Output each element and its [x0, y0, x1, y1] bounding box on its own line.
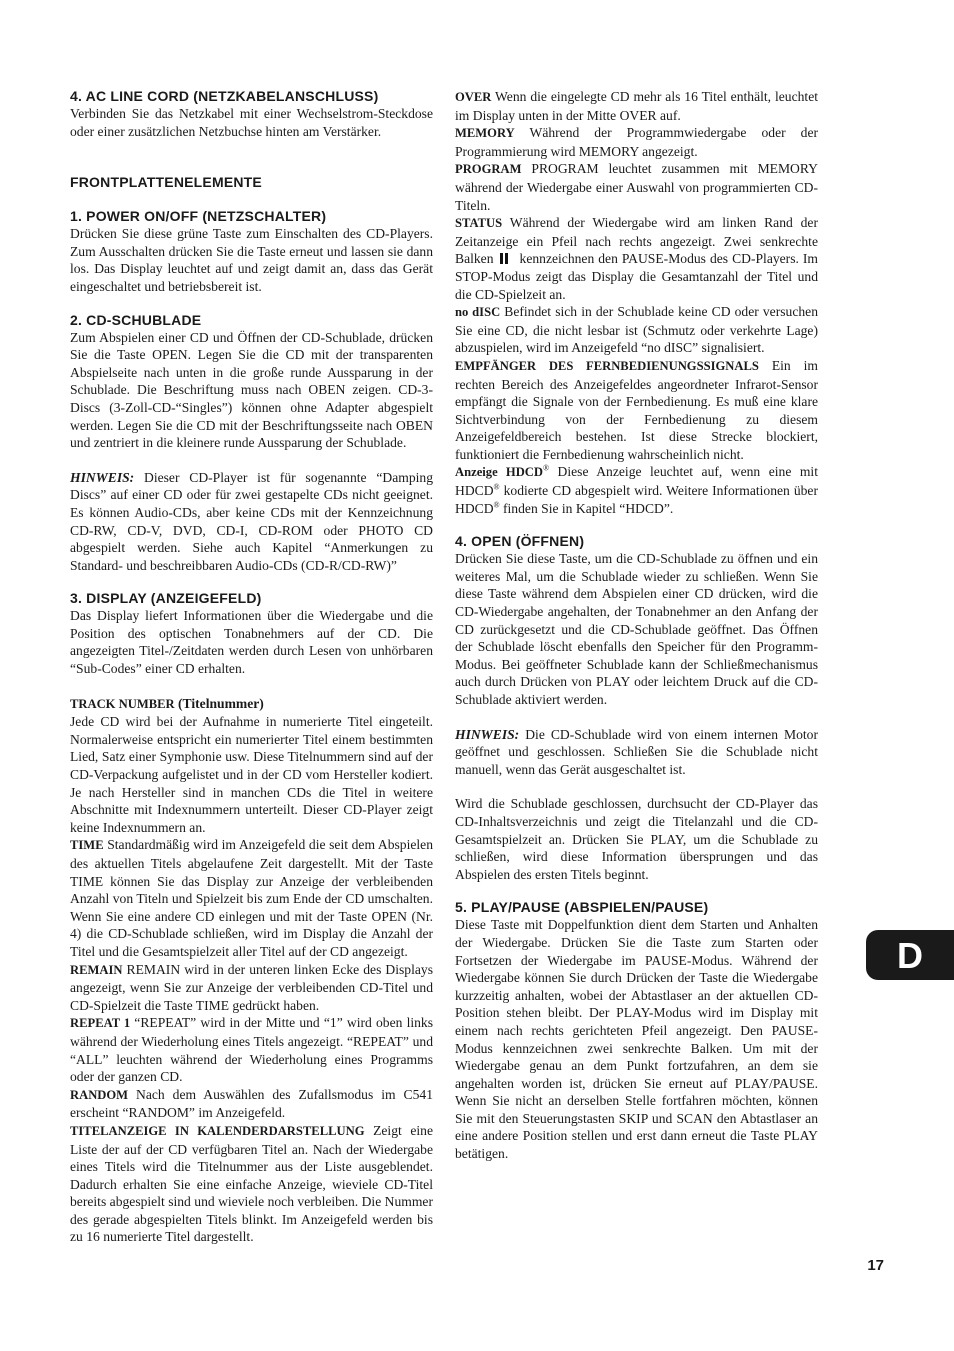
- status-label: STATUS: [455, 216, 503, 231]
- pause-icon: [500, 253, 508, 264]
- no-disc-label: no dISC: [455, 305, 501, 320]
- display-text: Das Display liefert Informationen über die Wiedergabe und die Position des optischen Tonabnehmers auf der CD. Die angezeigten Titel-/Zeitdaten werden durch Lesen von unhörbaren “Sub-Codes” einer CD erhalten.: [70, 608, 433, 677]
- note-text: Dieser CD-Player ist für sogenannte “Damping Discs” auf einer CD oder für zwei gestapelte CDs nicht geeignet. Es können Audio-CDs, aber keine CDs mit der Kennzeichnung CD-RW, CD-V, DVD, CD-I, CD-ROM oder PHOTO CD abgespielt werden. Siehe auch Kapitel “Anmerkungen zu Standard- und beschreibbaren Audio-CDs (CD-R/CD-RW)”: [70, 469, 433, 573]
- open-text: Drücken Sie diese Taste, um die CD-Schublade zu öffnen und ein weiteres Mal, um die Schublade wieder zu schließen. Wenn Sie diese Taste während dem Abspielen einer CD drücken, wird die CD-Wiedergabe angehalten, der Tonabnehmer an den Anfang der CD zurückgesetzt und die CD-Schublade geöffnet. Das Öffnen der Schublade löscht ebenfalls den Speicher für den Programm-Modus. Bei geöffneter Schublade kann der Schließmechanismus auch durch Drücken von PLAY oder leichtem Druck auf die CD-Schublade aktiviert werden.: [455, 551, 818, 707]
- note-label: HINWEIS:: [70, 469, 135, 485]
- power-text: Drücken Sie diese grüne Taste zum Einschalten des CD-Players. Zum Ausschalten drücken Sie die Taste erneut und lassen sie dann los. Das Display leuchtet auf und zeigt damit an, dass das Gerät eingeschaltet und betriebsbereit ist.: [70, 226, 433, 294]
- memory-text: Während der Programmwiedergabe oder der Programmierung wird MEMORY angezeigt.: [455, 125, 818, 159]
- note-label: HINWEIS:: [455, 726, 520, 742]
- memory-entry: [455, 124, 818, 160]
- time-entry: [70, 836, 433, 960]
- ac-line-cord-heading: 4. AC LINE CORD (NETZKABELANSCHLUSS): [70, 88, 379, 104]
- cd-tray-text: Zum Abspielen einer CD und Öffnen der CD-Schublade, drücken Sie die Taste OPEN. Legen Sie die CD mit der transparenten Abspielseite nach unten in die große runde Aussparung in der Schublade. Die Beschriftung muss nach OBEN zeigen. CD-3-Discs (3-Zoll-CD-“Singles”) können ohne Adapter abgespielt werden. Legen Sie die CD mit der Beschriftungsseite nach OBEN und zentriert in die kleinere runde Aussparung der Schublade.: [70, 329, 433, 451]
- repeat-label: REPEAT 1: [70, 1016, 131, 1031]
- remain-text: REMAIN wird in der unteren linken Ecke des Displays angezeigt, wenn Sie zur Anzeige der verbleibenden CD-Titel und CD-Spielzeit die Taste TIME gedrückt haben.: [70, 961, 433, 1013]
- over-entry: [455, 88, 818, 124]
- power-heading: 1. POWER ON/OFF (NETZSCHALTER): [70, 208, 327, 225]
- over-label: OVER: [455, 90, 492, 104]
- status-text-2: kennzeichnen den PAUSE-Modus des CD-Players. Im STOP-Modus zeigt das Display die Gesamtanzahl der Titel und die CD-Spielzeit an.: [455, 251, 818, 302]
- left-column: [70, 88, 433, 1246]
- remain-label: REMAIN: [70, 962, 123, 977]
- remain-entry: [70, 961, 433, 1015]
- hdcd-entry: [455, 463, 818, 517]
- cd-tray-note: [70, 469, 433, 575]
- random-text: Nach dem Auswählen des Zufallsmodus im C541 erscheint “RANDOM” im Anzeigefeld.: [70, 1086, 433, 1121]
- registered-mark: ®: [493, 482, 500, 492]
- note-text: Die CD-Schublade wird von einem internen Motor geöffnet und geschlossen. Schließen Sie die Schublade nicht manuell, wenn das Gerät ausgeschaltet ist.: [455, 726, 818, 777]
- ir-sensor-text: Ein im rechten Bereich des Anzeigefeldes angeordneter Infrarot-Sensor empfängt die Signale von der Fernbedienung. Es muß eine klare Sichtverbindung von der Fernbedienung zu diesem Anzeigefeldbereich bestehen. Ist diese Strecke blockiert, funktioniert die Fernbedienung wahrscheinlich nicht.: [455, 357, 818, 462]
- random-label: RANDOM: [70, 1087, 129, 1102]
- time-label: TIME: [70, 838, 104, 853]
- track-number-text: Jede CD wird bei der Aufnahme in numerierte Titel eingeteilt. Normalerweise entspricht ein numerierter Titel einem bestimmten Lied, Satz einer Symphonie usw. Diese Titelnummern sind auf der CD-Verpackung aufgelistet und in der CD vom Hersteller kodiert. Je nach Hersteller sind in manchen CDs die Titel in weitere Abschnitte mit Indexnummern unterteilt. Dieser CD-Player zeigt keine Indexnummern an.: [70, 714, 433, 835]
- time-text: Standardmäßig wird im Anzeigefeld die seit dem Abspielen des aktuellen Titels abgelaufene Zeit dargestellt. Mit der Taste TIME können Sie das Display zur Anzeige der verbleibenden Anzahl von Titeln und Spielzeit bis zum Ende der CD umschalten. Wenn Sie eine andere CD einlegen und mit der Taste OPEN (Nr. 4) die CD-Schublade schließen, wird im Display die Anzahl der Titel und die Gesamtspielzeit aller Titel auf der CD angezeigt.: [70, 837, 433, 959]
- page-number: 17: [867, 1257, 884, 1274]
- play-pause-heading: 5. PLAY/PAUSE (ABSPIELEN/PAUSE): [455, 899, 709, 916]
- no-disc-text: Befindet sich in der Schublade keine CD oder versuchen Sie eine CD, die nicht lesbar ist (Schmutz oder verkehrte Lage) abzuspielen, wird im Anzeigefeld “no dISC” signalisiert.: [455, 304, 818, 356]
- program-text: PROGRAM leuchtet zusammen mit MEMORY während der Wiedergabe einer Auswahl von programmierten CD-Titeln.: [455, 161, 818, 213]
- display-heading: 3. DISPLAY (ANZEIGEFELD): [70, 590, 262, 607]
- cd-tray-heading: 2. CD-SCHUBLADE: [70, 311, 202, 328]
- open-text-2: Wird die Schublade geschlossen, durchsucht der CD-Player das CD-Inhaltsverzeichnis und zeigt die Titelanzahl und die CD-Gesamtspielzeit an. Drücken Sie PLAY, um die Schublade zu schließen, wird diese Information übersprungen und das Abspielen des ersten Titels beginnt.: [455, 796, 818, 882]
- calendar-entry: [70, 1122, 433, 1246]
- repeat-entry: [70, 1014, 433, 1085]
- ir-sensor-entry: [455, 357, 818, 464]
- ac-line-cord-text: Verbinden Sie das Netzkabel mit einer Wechselstrom-Steckdose oder einer zusätzlichen Netzbuchse hinten am Verstärker.: [70, 106, 433, 139]
- right-column: [455, 88, 818, 1163]
- repeat-text: “REPEAT” wird in der Mitte und “1” wird oben links während der Wiederholung eines Titels angezeigt. “REPEAT” und “ALL” leuchten während der Wiederholung eines Programms oder der ganzen CD.: [70, 1015, 434, 1085]
- section-tab-letter: D: [897, 935, 923, 976]
- play-pause-text: Diese Taste mit Doppelfunktion dient dem Starten und Anhalten der Wiedergabe. Drücken Sie die Taste zum Starten oder Fortsetzen der Wiedergabe im PAUSE-Modus. Während der Wiedergabe können Sie durch Drücken der Taste die Wiedergabe kurzzeitig anhalten, wobei der Abtastlaser an der aktuellen CD-Position stehen bleibt. Der PLAY-Modus wird im Display mit einem nach rechts gerichteten Pfeil angezeigt. Den PAUSE-Modus kennzeichnen zwei senkrechte Balken. Um mit der Wiedergabe genau an dem Punkt fortzufahren, an dem sie angehalten worden ist, drücken Sie erneut auf PLAY/PAUSE. Wenn Sie nicht an derselben Stelle fortfahren möchten, können Sie mit den Steuerungstasten SKIP und SCAN den Abtastlaser an eine andere Position stellen und erst dann erneut die Taste PLAY betätigen.: [455, 917, 818, 1162]
- track-number-label-suffix: (Titelnummer): [174, 695, 264, 711]
- hdcd-text-3: finden Sie in Kapitel “HDCD”.: [499, 500, 674, 516]
- track-number-heading: [70, 695, 433, 714]
- registered-mark: ®: [493, 500, 500, 510]
- hdcd-text-2: kodierte CD abgespielt wird. Weitere Informationen über HDCD: [455, 483, 818, 516]
- program-label: PROGRAM: [455, 162, 522, 177]
- random-entry: [70, 1086, 433, 1122]
- hdcd-label: Anzeige HDCD: [455, 465, 543, 480]
- no-disc-entry: [455, 303, 818, 357]
- hdcd-text-1: Diese Anzeige leuchtet auf, wenn eine mit HDCD: [455, 464, 818, 499]
- track-number-label: TRACK NUMBER: [70, 696, 175, 711]
- front-panel-heading: FRONTPLATTENELEMENTE: [70, 174, 262, 191]
- calendar-text: Zeigt eine Liste der auf der CD verfügbaren Titel an. Nach der Wiedergabe eines Titels wird die Titelnummer aus der Liste ausgeblendet. Dadurch erhalten Sie eine einfache Anzeige, wieviele CD-Titel bereits abgespielt sind und wieviele noch verbleiben. Die Nummer des gerade abgespielten Titels blinkt. Im Anzeigefeld werden bis zu 16 numerierte Titel dargestellt.: [70, 1122, 433, 1245]
- status-text-1: Während der Wiedergabe wird am linken Rand der Zeitanzeige ein Pfeil nach rechts angezeigt. Zwei senkrechte Balken: [455, 215, 818, 267]
- over-text: Wenn die eingelegte CD mehr als 16 Titel enthält, leuchtet im Display unten in der Mitte OVER auf.: [455, 89, 818, 123]
- registered-mark: ®: [542, 463, 550, 473]
- program-entry: [455, 160, 818, 214]
- calendar-label: TITELANZEIGE IN KALENDERDARSTELLUNG: [70, 1123, 365, 1138]
- memory-label: MEMORY: [455, 126, 515, 141]
- open-heading: 4. OPEN (ÖFFNEN): [455, 533, 585, 550]
- ir-sensor-label: EMPFÄNGER DES FERNBEDIENUNGSSIGNALS: [455, 358, 759, 373]
- open-note: [455, 726, 818, 779]
- status-entry: [455, 214, 818, 303]
- section-tab: [866, 930, 954, 980]
